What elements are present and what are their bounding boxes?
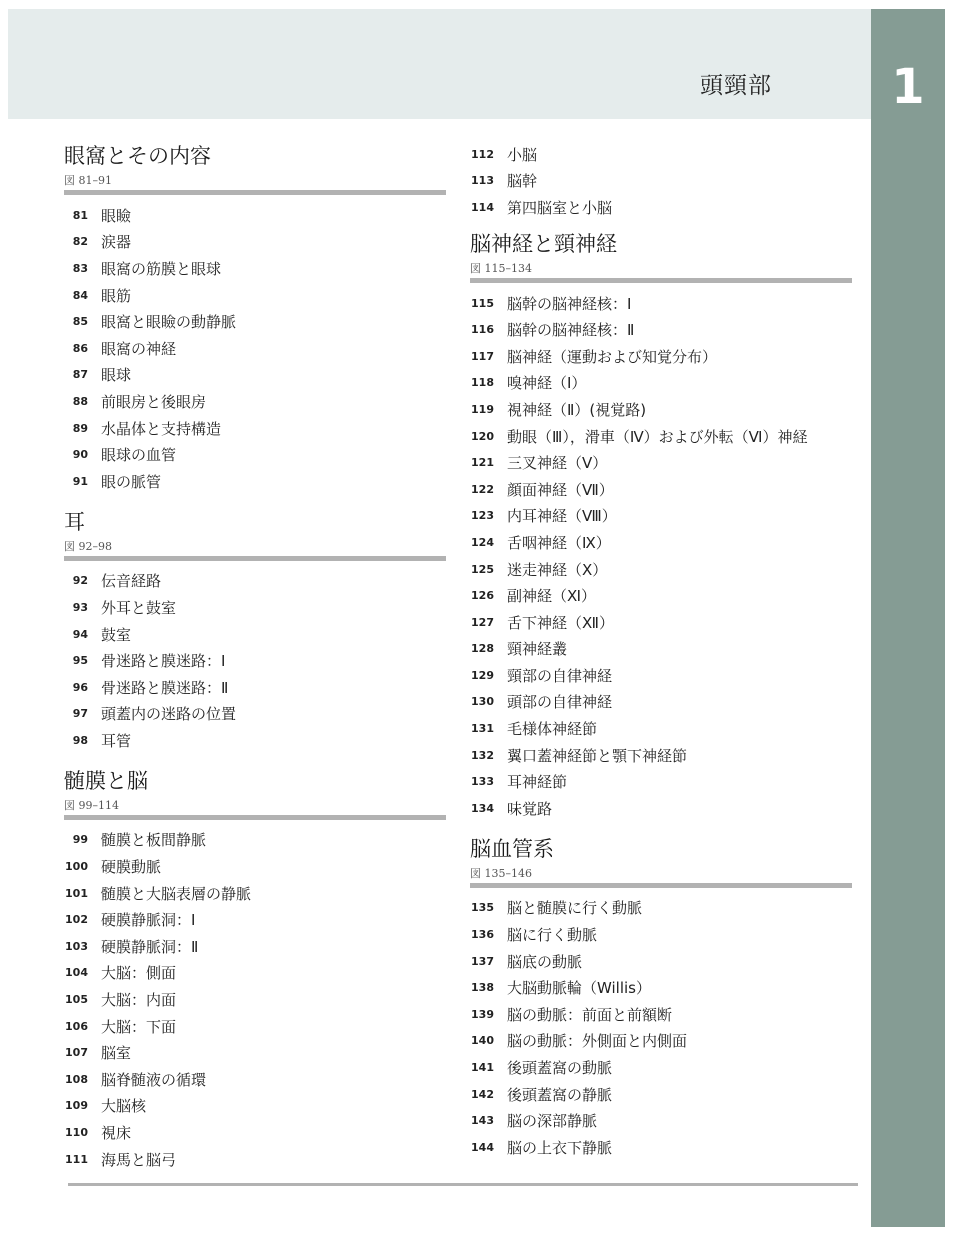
figure-number: 137 (471, 954, 494, 968)
entry-label: 味覚路 (507, 799, 553, 818)
section-rule (64, 556, 446, 561)
figure-number: 83 (72, 261, 88, 275)
toc-entry[interactable] (470, 1081, 852, 1108)
entry-label: 脳の深部静脈 (507, 1112, 598, 1131)
toc-entry[interactable] (470, 895, 852, 922)
chapter-title: 頭頸部 (700, 73, 772, 99)
toc-entry[interactable] (470, 715, 852, 742)
figure-number: 92 (72, 574, 88, 588)
toc-entry[interactable] (470, 343, 852, 370)
figure-number: 89 (72, 421, 88, 435)
toc-entry[interactable] (64, 1066, 446, 1093)
entry-label: 迷走神経（Ⅹ） (507, 560, 608, 579)
figure-number: 138 (471, 981, 494, 995)
section-rule (64, 190, 446, 195)
entry-label: 海馬と脳弓 (101, 1150, 177, 1169)
figure-number: 102 (65, 913, 88, 927)
entry-label: 頸神経叢 (507, 640, 568, 659)
entry-label: 骨迷路と膜迷路：Ⅱ (101, 678, 229, 697)
figure-number: 110 (65, 1126, 88, 1140)
entry-label: 脳脊髄液の循環 (101, 1070, 207, 1089)
chapter-header (8, 9, 872, 119)
figure-number: 114 (471, 200, 494, 214)
entry-label: 眼球 (101, 366, 132, 385)
toc-entry[interactable] (64, 594, 446, 621)
footer-rule (68, 1183, 858, 1186)
entry-label: 後頭蓋窩の静脈 (507, 1085, 613, 1104)
entry-label: 眼筋 (101, 286, 132, 305)
figure-range: 図 115–134 (470, 261, 532, 275)
toc-entry[interactable] (470, 948, 852, 975)
entry-label: 硬膜静脈洞：Ⅱ (101, 937, 199, 956)
toc-entry[interactable] (64, 727, 446, 754)
toc-entry[interactable] (64, 701, 446, 728)
entry-label: 眼窩と眼瞼の動静脈 (101, 313, 237, 332)
figure-number: 124 (471, 535, 494, 549)
toc-entry[interactable] (470, 396, 852, 423)
figure-number: 90 (72, 448, 88, 462)
figure-range: 図 99–114 (64, 798, 119, 812)
entry-label: 脳と髄膜に行く動脈 (507, 899, 643, 918)
toc-entry[interactable] (470, 1107, 852, 1134)
toc-entry[interactable] (64, 647, 446, 674)
figure-number: 140 (471, 1034, 494, 1048)
entry-label: 骨迷路と膜迷路：Ⅰ (101, 652, 226, 671)
toc-entry[interactable] (470, 1054, 852, 1081)
figure-number: 125 (471, 562, 494, 576)
toc-entry[interactable] (64, 335, 446, 362)
entry-label: 伝音経路 (101, 572, 162, 591)
figure-number: 82 (72, 235, 88, 249)
figure-number: 118 (471, 376, 494, 390)
toc-entry[interactable] (64, 1013, 446, 1040)
entry-label: 大脳：内面 (101, 991, 177, 1010)
entry-label: 鼓室 (101, 625, 132, 644)
toc-entry[interactable] (64, 308, 446, 335)
toc-entry[interactable] (64, 282, 446, 309)
figure-number: 105 (65, 993, 88, 1007)
section-title: 髄膜と脳 (64, 768, 148, 793)
toc-entry[interactable] (470, 768, 852, 795)
toc-entry[interactable] (64, 362, 446, 389)
toc-entry[interactable] (470, 636, 852, 663)
figure-number: 104 (65, 966, 88, 980)
entry-label: 顔面神経（Ⅶ） (507, 480, 614, 499)
toc-left-column (64, 141, 446, 1172)
figure-number: 106 (65, 1019, 88, 1033)
section-rule (470, 278, 852, 283)
entry-label: 嗅神経（Ⅰ） (507, 374, 587, 393)
toc-right-column (470, 141, 852, 1161)
toc-entry[interactable] (64, 986, 446, 1013)
figure-number: 123 (471, 509, 494, 523)
toc-entry[interactable] (470, 168, 852, 195)
toc-entry[interactable] (64, 853, 446, 880)
toc-entry[interactable] (64, 1119, 446, 1146)
chapter-tab (871, 9, 945, 1227)
toc-entry[interactable] (470, 921, 852, 948)
figure-number: 94 (72, 627, 88, 641)
entry-label: 脳底の動脈 (507, 952, 583, 971)
toc-entry[interactable] (470, 689, 852, 716)
section-spacer (470, 822, 852, 834)
toc-entry[interactable] (64, 621, 446, 648)
entry-label: 頭蓋内の迷路の位置 (101, 705, 237, 724)
entry-label: 眼窩の神経 (101, 339, 177, 358)
entry-label: 硬膜静脈洞：Ⅰ (101, 911, 196, 930)
section-spacer (64, 495, 446, 507)
toc-entry[interactable] (470, 1001, 852, 1028)
toc-entry[interactable] (470, 423, 852, 450)
toc-entry[interactable] (64, 1093, 446, 1120)
entry-label: 脳室 (101, 1044, 132, 1063)
toc-entry[interactable] (470, 476, 852, 503)
figure-number: 97 (72, 707, 88, 721)
entry-label: 翼口蓋神経節と顎下神経節 (507, 746, 688, 765)
entry-label: 第四脳室と小脳 (507, 198, 613, 217)
entry-label: 後頭蓋窩の動脈 (507, 1059, 613, 1078)
toc-entry[interactable] (470, 1028, 852, 1055)
toc-entry[interactable] (64, 441, 446, 468)
entry-label: 舌下神経（Ⅻ） (507, 613, 614, 632)
toc-entry[interactable] (64, 1039, 446, 1066)
toc-entry[interactable] (470, 795, 852, 822)
figure-number: 135 (471, 901, 494, 915)
figure-number: 88 (72, 394, 88, 408)
entry-label: 脳の上衣下静脈 (507, 1138, 613, 1157)
entry-label: 脳神経（運動および知覚分布） (507, 347, 718, 366)
toc-entry[interactable] (470, 582, 852, 609)
toc-section (64, 141, 446, 495)
toc-entry[interactable] (64, 1146, 446, 1173)
entry-label: 髄膜と大脳表層の静脈 (101, 884, 252, 903)
figure-number: 108 (65, 1072, 88, 1086)
figure-number: 134 (471, 801, 494, 815)
figure-number: 136 (471, 928, 494, 942)
figure-range: 図 92–98 (64, 539, 112, 553)
toc-section (470, 229, 852, 822)
entry-label: 脳に行く動脈 (507, 926, 598, 945)
entry-label: 外耳と鼓室 (101, 598, 177, 617)
section-spacer (64, 754, 446, 766)
toc-entry[interactable] (64, 568, 446, 595)
figure-number: 84 (72, 288, 88, 302)
figure-number: 127 (471, 615, 494, 629)
toc-entry[interactable] (64, 674, 446, 701)
toc-entry[interactable] (470, 449, 852, 476)
section-title: 脳血管系 (470, 836, 554, 861)
toc-entry[interactable] (64, 906, 446, 933)
toc-entry[interactable] (64, 827, 446, 854)
figure-number: 117 (471, 349, 494, 363)
toc-entry[interactable] (64, 255, 446, 282)
figure-number: 120 (471, 429, 494, 443)
toc-entry[interactable] (64, 388, 446, 415)
figure-number: 119 (471, 402, 494, 416)
figure-number: 139 (471, 1007, 494, 1021)
figure-number: 113 (471, 174, 494, 188)
entry-label: 頭部の自律神経 (507, 693, 613, 712)
entry-label: 大脳核 (101, 1097, 147, 1116)
entry-label: 水晶体と支持構造 (101, 419, 222, 438)
entry-label: 涙器 (101, 233, 132, 252)
toc-entry[interactable] (470, 141, 852, 168)
entry-label: 脳の動脈：外側面と内側面 (507, 1032, 688, 1051)
figure-number: 99 (72, 833, 88, 847)
section-title: 耳 (64, 509, 85, 534)
entry-label: 舌咽神経（Ⅸ） (507, 533, 611, 552)
entry-label: 副神経（Ⅺ） (507, 587, 596, 606)
entry-label: 眼瞼 (101, 206, 132, 225)
figure-number: 128 (471, 642, 494, 656)
figure-number: 87 (72, 368, 88, 382)
section-title: 眼窩とその内容 (64, 144, 211, 168)
toc-entry[interactable] (470, 556, 852, 583)
figure-number: 144 (471, 1140, 494, 1154)
toc-entry[interactable] (64, 415, 446, 442)
figure-number: 98 (72, 733, 88, 747)
section-title: 脳神経と頸神経 (470, 231, 617, 256)
entry-label: 耳神経節 (507, 773, 568, 792)
figure-number: 115 (471, 296, 494, 310)
figure-number: 121 (471, 456, 494, 470)
entry-label: 視床 (101, 1124, 132, 1143)
entry-label: 脳幹の脳神経核：Ⅱ (507, 321, 635, 340)
toc-entry[interactable] (64, 468, 446, 495)
toc-entry[interactable] (470, 609, 852, 636)
toc-entry[interactable] (64, 880, 446, 907)
toc-entry[interactable] (470, 316, 852, 343)
entry-label: 毛様体神経節 (507, 720, 598, 739)
figure-range: 図 81–91 (64, 174, 112, 187)
entry-label: 眼窩の筋膜と眼球 (101, 259, 222, 278)
figure-number: 86 (72, 341, 88, 355)
entry-label: 髄膜と板間静脈 (101, 831, 207, 850)
figure-number: 81 (72, 208, 88, 222)
entry-label: 大脳動脈輪（Willis） (507, 979, 651, 998)
figure-number: 107 (65, 1046, 88, 1060)
figure-number: 101 (65, 886, 88, 900)
entry-label: 耳管 (101, 731, 132, 750)
entry-label: 前眼房と後眼房 (101, 392, 207, 411)
toc-entry[interactable] (470, 742, 852, 769)
figure-number: 85 (72, 315, 88, 329)
figure-number: 100 (65, 860, 88, 874)
continued-list (470, 141, 852, 221)
figure-number: 91 (72, 474, 88, 488)
toc-section (470, 822, 852, 1161)
entry-label: 動眼（Ⅲ），滑車（Ⅳ）および外転（Ⅵ）神経 (507, 427, 808, 446)
figure-number: 133 (471, 775, 494, 789)
entry-label: 小脳 (507, 145, 538, 164)
figure-range: 図 135–146 (470, 866, 532, 880)
chapter-number: 1 (891, 59, 925, 115)
entry-label: 視神経（Ⅱ）(視覚路) (507, 400, 647, 419)
entry-label: 内耳神経（Ⅷ） (507, 507, 617, 526)
figure-number: 112 (471, 147, 494, 161)
figure-number: 96 (72, 680, 88, 694)
entry-label: 脳幹 (507, 172, 538, 191)
entry-label: 大脳：側面 (101, 964, 177, 983)
figure-number: 141 (471, 1061, 494, 1075)
toc-entry[interactable] (64, 960, 446, 987)
toc-entry[interactable] (470, 529, 852, 556)
toc-entry[interactable] (470, 290, 852, 317)
entry-label: 眼球の血管 (101, 446, 177, 465)
figure-number: 116 (471, 323, 494, 337)
figure-number: 122 (471, 482, 494, 496)
toc-entry[interactable] (470, 194, 852, 221)
toc-entry[interactable] (64, 202, 446, 229)
entry-label: 硬膜動脈 (101, 858, 162, 877)
figure-number: 126 (471, 589, 494, 603)
toc-section (64, 754, 446, 1173)
figure-number: 93 (72, 600, 88, 614)
entry-label: 頸部の自律神経 (507, 666, 613, 685)
toc-entry[interactable] (470, 974, 852, 1001)
figure-number: 129 (471, 668, 494, 682)
figure-number: 143 (471, 1114, 494, 1128)
entry-label: 脳の動脈：前面と前額断 (507, 1005, 673, 1024)
figure-number: 111 (65, 1152, 88, 1166)
toc-entry[interactable] (470, 503, 852, 530)
entry-label: 三叉神経（Ⅴ） (507, 454, 608, 473)
section-rule (64, 815, 446, 820)
figure-number: 131 (471, 722, 494, 736)
toc-entry[interactable] (64, 229, 446, 256)
toc-entry[interactable] (470, 370, 852, 397)
figure-number: 132 (471, 748, 494, 762)
entry-label: 大脳：下面 (101, 1017, 177, 1036)
toc-section (64, 495, 446, 754)
toc-entry[interactable] (470, 1134, 852, 1161)
entry-label: 脳幹の脳神経核：Ⅰ (507, 294, 632, 313)
toc-entry[interactable] (470, 662, 852, 689)
toc-entry[interactable] (64, 933, 446, 960)
figure-number: 103 (65, 939, 88, 953)
figure-number: 109 (65, 1099, 88, 1113)
figure-number: 95 (72, 654, 88, 668)
figure-number: 130 (471, 695, 494, 709)
section-rule (470, 883, 852, 888)
entry-label: 眼の脈管 (101, 472, 162, 491)
figure-number: 142 (471, 1087, 494, 1101)
